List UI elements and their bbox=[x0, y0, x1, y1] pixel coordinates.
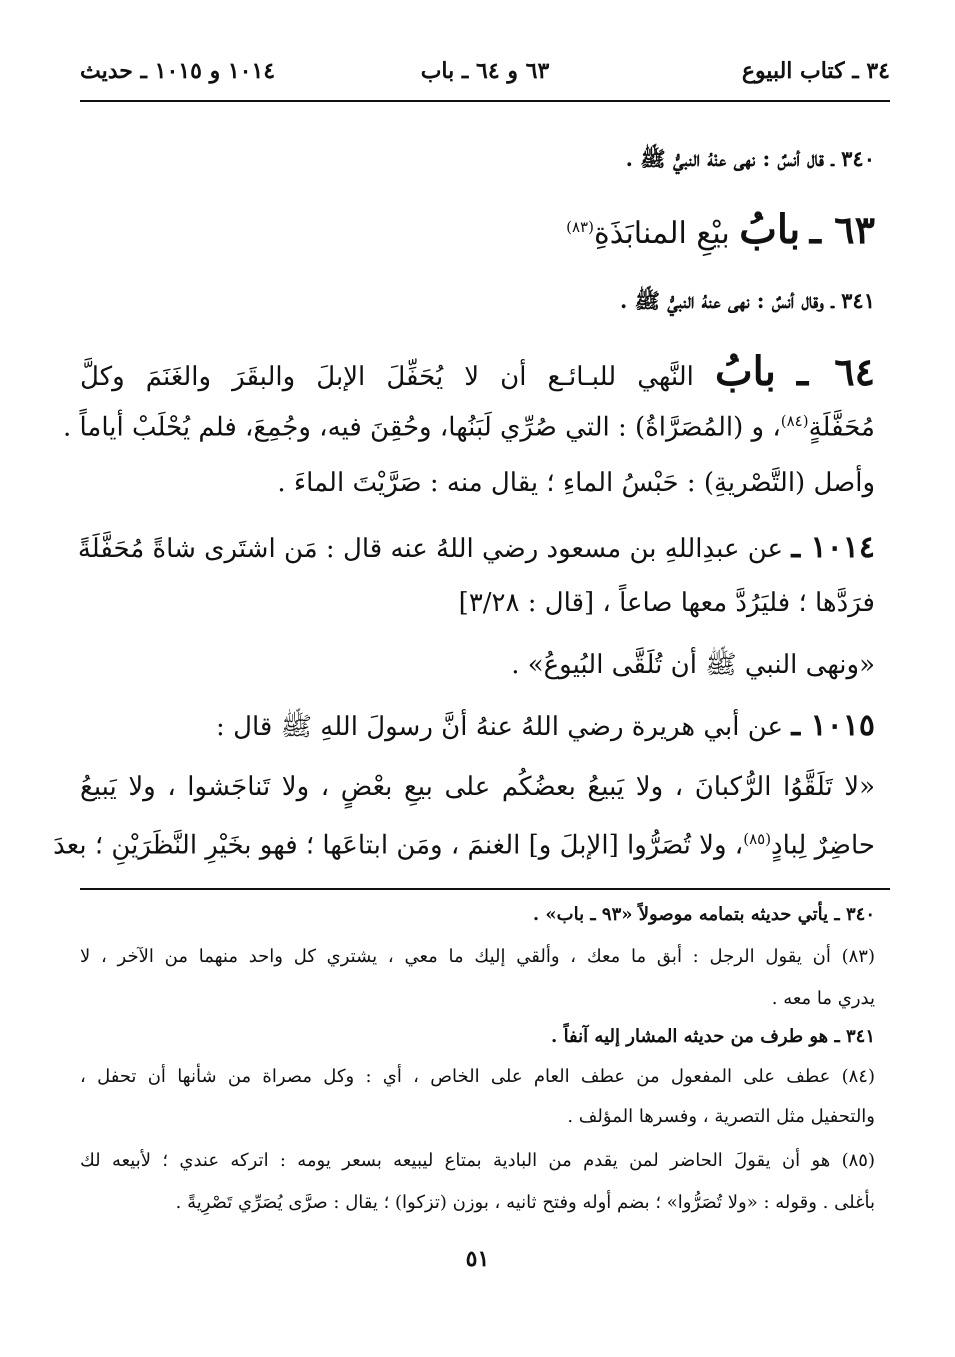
header-book-title: ٣٤ ـ كتاب البيوع bbox=[741, 58, 890, 84]
footnote-divider bbox=[80, 888, 890, 890]
chapter-64-line-2 bbox=[63, 412, 875, 443]
footnote-83-line-1: (٨٣) أن يقول الرجل : أبق ما معك ، وألقي إليك ما معي ، يشتري كل واحد منهما من الآخر ، لا bbox=[80, 946, 875, 967]
footnote-85-line-2: بأغلى . وقوله : «ولا تُصَرُّوا» ؛ بضم أوله وفتح ثانيه ، بوزن (تزكوا) ؛ يقال : صرَّى يُصَرِّي تَصْرِيةً . bbox=[175, 1192, 875, 1213]
footnote-84-line-1: (٨٤) عطف على المفعول من عطف العام على الخاص ، أي : وكل مصراة من شأنها أن تحفل ، bbox=[80, 1066, 876, 1087]
footnote-83-line-2: يدري ما معه . bbox=[771, 988, 875, 1009]
header-divider bbox=[80, 100, 890, 102]
footnote-ref-84: (٨٤) bbox=[780, 412, 809, 430]
chapter-64-number: ٦٤ ـ bbox=[797, 349, 876, 394]
hadith-1015-line-2: «لا تَلَقَّوُا الرُّكبانَ ، ولا يَبيعُ بعضُكُم على بيعِ بعْضٍ ، ولا تَناجَشوا ، ولا يَبيعُ bbox=[80, 772, 875, 802]
hadith-1014-line-3: «ونهى النبي ﷺ أن تُلَقَّى البُيوعُ» . bbox=[511, 650, 875, 680]
chapter-64-heading bbox=[80, 348, 875, 395]
chapter-63-heading bbox=[566, 206, 875, 253]
hadith-1015-number: ١٠١٥ ـ bbox=[791, 708, 875, 743]
hadith-1015-line-3 bbox=[53, 830, 875, 861]
footnote-341: ٣٤١ ـ هو طرف من حديثه المشار إليه آنفاً . bbox=[551, 1026, 875, 1047]
chapter-64-definition: ، و (المُصَرَّاةُ) : التي صُرِّي لَبَنُها، وحُقِنَ فيه، وجُمِعَ، فلم يُحْلَبْ أياماً . bbox=[62, 412, 781, 443]
hadith-1015-term: حاضِرٌ لِبادٍ bbox=[771, 830, 875, 861]
chapter-64-line-1: النَّهي للبـائـع أن لا يُحَفِّلَ الإبلَ والبقَرَ والغَنَمَ وكلَّ bbox=[80, 362, 694, 392]
hadith-1014-number: ١٠١٤ ـ bbox=[791, 530, 875, 565]
hadith-340: ٣٤٠ ـ قال أنسٌ : نهى عنْهُ النبيُّ ﷺ . bbox=[625, 146, 875, 171]
hadith-1015-line-1 bbox=[216, 708, 875, 748]
page-number: ٥١ bbox=[465, 1246, 490, 1272]
chapter-64-bab: بابُ bbox=[714, 348, 776, 395]
chapter-63-number: ٦٣ ـ bbox=[809, 207, 875, 252]
footnote-ref-83: (٨٣) bbox=[566, 218, 594, 236]
hadith-1015-text-3: ، ولا تُصَرُّوا [الإبلَ و] الغنمَ ، ومَن ابتاعَها ؛ فهو بخَيْرِ النَّظَرَيْنِ ؛ بعدَ bbox=[53, 830, 744, 861]
hadith-1014-text-1: عن عبدِاللهِ بن مسعود رضي اللهُ عنه قال : مَن اشتَرى شاةً مُحَفَّلَةً bbox=[77, 534, 784, 564]
chapter-63-title: بيْعِ المنابَذَةِ bbox=[593, 216, 730, 251]
chapter-63-bab: بابُ bbox=[739, 206, 801, 253]
footnote-340: ٣٤٠ ـ يأتي حديثه بتمامه موصولاً «٩٣ ـ باب» . bbox=[532, 904, 875, 925]
footnote-85-line-1: (٨٥) هو أن يقولَ الحاضر لمن يقدم من البادية بمتاع ليبيعه بسعر يومه : اتركه عندي ؛ لأبيعه لك bbox=[80, 1150, 875, 1171]
hadith-1014-line-2: فرَدَّها ؛ فليَرُدَّ معها صاعاً ، [قال : ٣/٢٨] bbox=[458, 588, 875, 618]
hadith-1015-text-1: عن أبي هريرة رضي اللهُ عنهُ أنَّ رسولَ اللهِ ﷺ قال : bbox=[216, 712, 784, 742]
hadith-341: ٣٤١ ـ وقال أنسٌ : نهى عنهُ النبيُّ ﷺ . bbox=[619, 288, 875, 313]
header-hadith-range: ١٠١٤ و ١٠١٥ ـ حديث bbox=[80, 58, 276, 84]
chapter-64-line-3: وأصل (التَّصْريةِ) : حَبْسُ الماءِ ؛ يقال منه : صَرَّيْتَ الماءَ . bbox=[277, 468, 875, 498]
footnote-ref-85: (٨٥) bbox=[743, 830, 772, 848]
chapter-64-term: مُحَفَّلَةٍ bbox=[808, 412, 875, 443]
header-chapter-range: ٦٣ و ٦٤ ـ باب bbox=[420, 58, 550, 84]
running-header bbox=[80, 58, 890, 94]
footnote-84-line-2: والتحفيل مثل التصرية ، وفسرها المؤلف . bbox=[567, 1106, 875, 1127]
hadith-1014-line-1 bbox=[77, 530, 875, 565]
